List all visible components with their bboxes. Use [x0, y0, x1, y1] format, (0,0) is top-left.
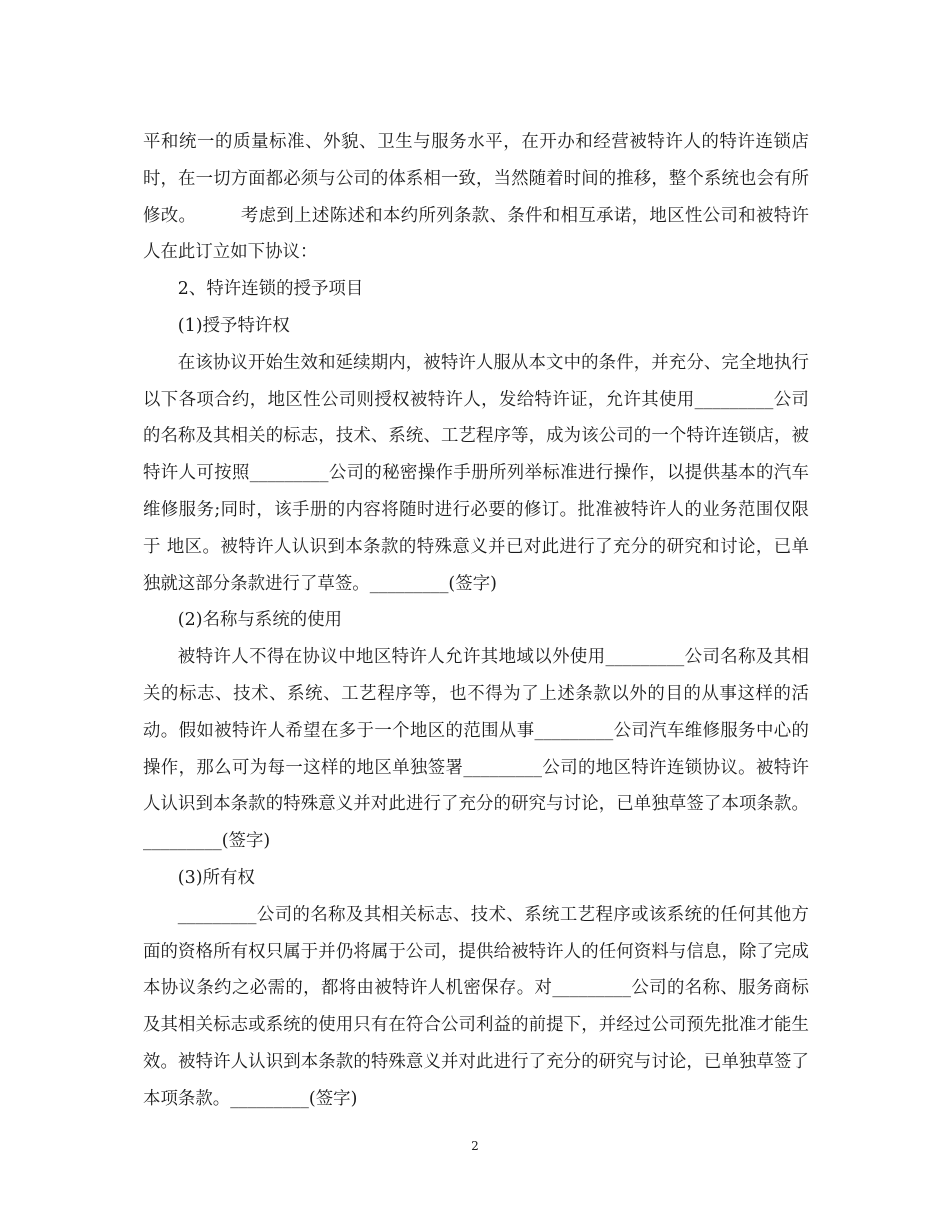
document-body	[143, 124, 809, 1118]
subsection-heading-grant-franchise: (1)授予特许权	[177, 315, 290, 336]
subsection-heading-name-system-use: (2)名称与系统的使用	[177, 610, 343, 631]
section-heading-grant-items: 2、特许连锁的授予项目	[177, 279, 364, 300]
paragraph-name-system-use: 被特许人不得在协议中地区特许人允许其地域以外使用_________公司名称及其相关的标志、技术、系统、工艺程序等，也不得为了上述条款以外的目的从事这样的活动。假如被特许人希望在多于一个地区的范围从事_________公司汽车维修服务中心的操作，那么可为每一这样的地区单独签署_________公司的地区特许连锁协议。被特许人认识到本条款的特殊意义并对此进行了充分的研究与讨论，已单独草签了本项条款。_________(签字)	[143, 647, 809, 852]
paragraph-continuation: 平和统一的质量标准、外貌、卫生与服务水平，在开办和经营被特许人的特许连锁店时，在一切方面都必须与公司的体系相一致，当然随着时间的推移，整个系统也会有所修改。 考虑到上述陈述和本约所列条款、条件和相互承诺，地区性公司和被特许人在此订立如下协议：	[143, 132, 809, 263]
paragraph-ownership: _________公司的名称及其相关标志、技术、系统工艺程序或该系统的任何其他方面的资格所有权只属于并仍将属于公司，提供给被特许人的任何资料与信息，除了完成本协议条约之必需的，都将由被特许人机密保存。对_________公司的名称、服务商标及其相关标志或系统的使用只有在符合公司利益的前提下，并经过公司预先批准才能生效。被特许人认识到本条款的特殊意义并对此进行了充分的研究与讨论，已单独草签了本项条款。_________(签字)	[143, 904, 809, 1109]
page-number: 2	[471, 1139, 479, 1153]
subsection-heading-ownership: (3)所有权	[177, 867, 255, 888]
paragraph-grant-franchise: 在该协议开始生效和延续期内，被特许人服从本文中的条件，并充分、完全地执行以下各项合约，地区性公司则授权被特许人，发给特许证，允许其使用_________公司的名称及其相关的标志，技术、系统、工艺程序等，成为该公司的一个特许连锁店，被特许人可按照_________公司的秘密操作手册所列举标准进行操作，以提供基本的汽车维修服务;同时，该手册的内容将随时进行必要的修订。批准被特许人的业务范围仅限于 地区。被特许人认识到本条款的特殊意义并已对此进行了充分的研究和讨论，已单独就这部分条款进行了草签。_________(签字)	[143, 352, 809, 594]
